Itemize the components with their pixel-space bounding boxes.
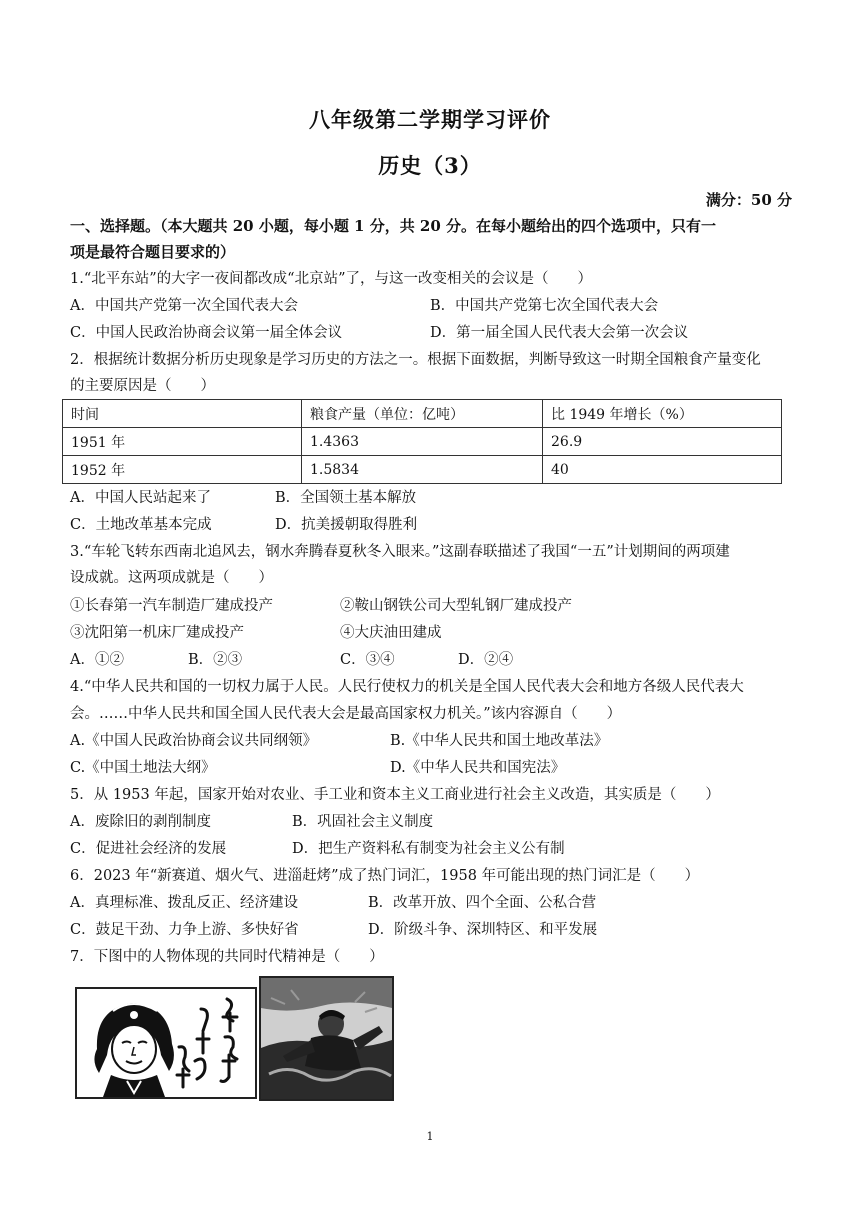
q4-option-a: A.《中国人民政治协商会议共同纲领》 [70,733,318,749]
page-number: 1 [426,1130,434,1143]
portrait-woodcut-icon [77,989,255,1097]
table-header-row [63,400,782,428]
table-row [63,456,782,484]
q5-option-a: A．废除旧的剥削制度 [70,814,211,830]
q6-option-a: A．真理标准、拨乱反正、经济建设 [70,895,298,911]
q3-item-3: ③沈阳第一机床厂建成投产 [70,625,244,641]
q3-stem-cont: 设成就。这两项成就是（ ） [70,570,273,586]
q3-option-a: A．①② [70,652,124,668]
q6-option-d: D．阶级斗争、深圳特区、和平发展 [368,922,598,938]
full-score: 满分：50 分 [705,191,792,209]
q1-option-d: D．第一届全国人民代表大会第一次会议 [430,325,689,341]
worker-scene-icon [261,978,392,1099]
table-cell: 1952 年 [63,456,302,484]
q3-item-2: ②鞍山钢铁公司大型轧钢厂建成投产 [340,598,572,614]
q3-stem: 3.“车轮飞转东西南北追风去，钢水奔腾春夏秋冬入眼来。”这副春联描述了我国“一五”计划期间的两项建 [70,544,730,560]
table-cell: 26.9 [543,428,782,456]
q1-stem: 1.“北平东站”的大字一夜间都改成“北京站”了，与这一改变相关的会议是（ ） [70,271,592,287]
q4-stem-cont: 会。……中华人民共和国全国人民代表大会是最高国家权力机关。”该内容源自（ ） [70,706,622,722]
q5-option-d: D．把生产资料私有制变为社会主义公有制 [292,841,565,857]
q7-stem: 7．下图中的人物体现的共同时代精神是（ ） [70,949,384,965]
q4-option-c: C.《中国土地法大纲》 [70,760,216,776]
table-row [63,428,782,456]
q5-option-c: C．促进社会经济的发展 [70,841,227,857]
q3-item-1: ①长春第一汽车制造厂建成投产 [70,598,273,614]
q2-option-c: C．土地改革基本完成 [70,517,212,533]
q4-stem: 4.“中华人民共和国的一切权力属于人民。人民行使权力的机关是全国人民代表大会和地方各级人民代表大 [70,679,744,695]
exam-title: 八年级第二学期学习评价 [309,107,551,132]
q5-stem: 5．从 1953 年起，国家开始对农业、手工业和资本主义工商业进行社会主义改造，其实质是（ ） [70,787,720,803]
q1-option-c: C．中国人民政治协商会议第一届全体会议 [70,325,343,341]
q3-option-c: C．③④ [340,652,395,668]
table-header-cell: 比 1949 年增长（%） [543,400,782,428]
grain-data-table [62,399,782,484]
exam-subtitle: 历史（3） [378,153,482,178]
q3-option-d: D．②④ [458,652,514,668]
table-cell: 1.4363 [302,428,543,456]
q2-stem-cont: 的主要原因是（ ） [70,378,215,394]
q6-stem: 6．2023 年“新赛道、烟火气、进淄赶烤”成了热门词汇，1958 年可能出现的热门词汇是（ ） [70,868,700,884]
table-header-cell: 粮食产量（单位：亿吨） [302,400,543,428]
q4-option-d: D.《中华人民共和国宪法》 [390,760,566,776]
table-cell: 40 [543,456,782,484]
worker-photo-image [259,976,394,1101]
q3-item-4: ④大庆油田建成 [340,625,442,641]
q2-option-b: B．全国领土基本解放 [275,490,417,506]
q1-option-b: B．中国共产党第七次全国代表大会 [430,298,659,314]
q4-option-b: B.《中华人民共和国土地改革法》 [390,733,609,749]
q1-option-a: A．中国共产党第一次全国代表大会 [70,298,298,314]
q2-option-a: A．中国人民站起来了 [70,490,211,506]
lei-feng-portrait-image [75,987,257,1099]
table-cell: 1951 年 [63,428,302,456]
q6-option-c: C．鼓足干劲、力争上游、多快好省 [70,922,299,938]
table-header-cell: 时间 [63,400,302,428]
section-heading-cont: 项是最符合题目要求的） [70,243,236,261]
q6-option-b: B．改革开放、四个全面、公私合营 [368,895,597,911]
q2-stem: 2．根据统计数据分析历史现象是学习历史的方法之一。根据下面数据，判断导致这一时期全国粮食产量变化 [70,352,761,368]
q3-option-b: B．②③ [188,652,243,668]
q5-option-b: B．巩固社会主义制度 [292,814,434,830]
table-cell: 1.5834 [302,456,543,484]
q2-option-d: D．抗美援朝取得胜利 [275,517,418,533]
section-heading: 一、选择题。（本大题共 20 小题，每小题 1 分，共 20 分。在每小题给出的四个选项中，只有一 [70,217,717,235]
